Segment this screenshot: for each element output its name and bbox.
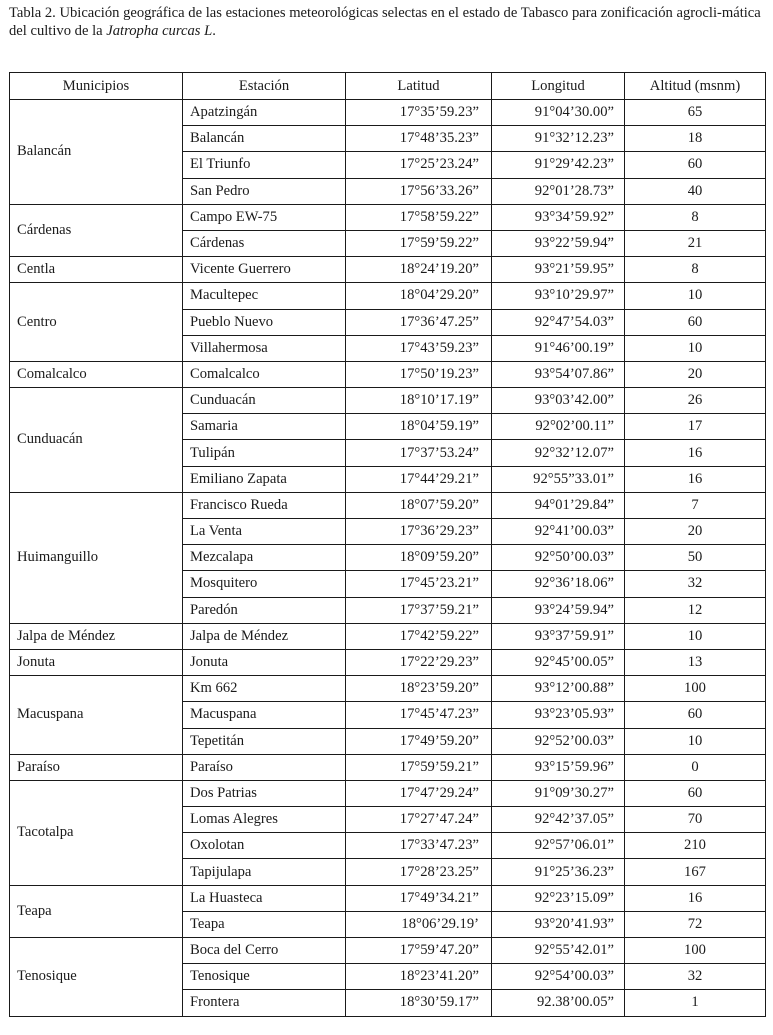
table-row [10,283,766,309]
cell-longitud: 92°42’37.05” [492,807,625,833]
cell-municipio: Centro [10,283,183,362]
cell-municipio: Huimanguillo [10,492,183,623]
cell-municipio: Comalcalco [10,361,183,387]
cell-longitud: 91°09’30.27” [492,780,625,806]
cell-latitud: 18°23’41.20” [346,964,492,990]
cell-estacion: Tulipán [183,440,346,466]
table-row [10,754,766,780]
cell-municipio: Teapa [10,885,183,937]
cell-municipio: Jalpa de Méndez [10,623,183,649]
cell-latitud: 17°59’47.20” [346,938,492,964]
cell-estacion: Lomas Alegres [183,807,346,833]
cell-altitud: 210 [625,833,766,859]
cell-municipio: Paraíso [10,754,183,780]
cell-altitud: 10 [625,623,766,649]
cell-estacion: Dos Patrias [183,780,346,806]
header-estacion: Estación [183,73,346,100]
table-row [10,204,766,230]
cell-altitud: 16 [625,440,766,466]
cell-longitud: 94°01’29.84” [492,492,625,518]
cell-altitud: 7 [625,492,766,518]
cell-longitud: 92°02’00.11” [492,414,625,440]
cell-longitud: 93°37’59.91” [492,623,625,649]
cell-latitud: 17°35’59.23” [346,100,492,126]
cell-altitud: 16 [625,885,766,911]
cell-altitud: 18 [625,126,766,152]
stations-table [9,72,766,1017]
cell-estacion: Mezcalapa [183,545,346,571]
cell-longitud: 91°32’12.23” [492,126,625,152]
header-altitud: Altitud (msnm) [625,73,766,100]
cell-longitud: 93°21’59.95” [492,257,625,283]
cell-estacion: Apatzingán [183,100,346,126]
cell-municipio: Jonuta [10,649,183,675]
table-row [10,257,766,283]
cell-estacion: Km 662 [183,676,346,702]
cell-latitud: 17°33’47.23” [346,833,492,859]
cell-municipio: Tenosique [10,938,183,1017]
cell-estacion: Balancán [183,126,346,152]
cell-latitud: 17°59’59.21” [346,754,492,780]
table-row [10,780,766,806]
cell-longitud: 92°23’15.09” [492,885,625,911]
cell-estacion: Jalpa de Méndez [183,623,346,649]
caption-species: Jatropha curcas L [106,23,213,39]
cell-estacion: Boca del Cerro [183,938,346,964]
cell-altitud: 10 [625,728,766,754]
table-caption [9,4,769,40]
cell-estacion: Paredón [183,597,346,623]
cell-latitud: 17°49’59.20” [346,728,492,754]
cell-latitud: 17°49’34.21” [346,885,492,911]
header-latitud: Latitud [346,73,492,100]
cell-longitud: 93°03’42.00” [492,388,625,414]
cell-altitud: 72 [625,911,766,937]
cell-latitud: 17°59’59.22” [346,230,492,256]
cell-estacion: Tapijulapa [183,859,346,885]
cell-longitud: 93°12’00.88” [492,676,625,702]
cell-latitud: 17°42’59.22” [346,623,492,649]
cell-estacion: Macultepec [183,283,346,309]
cell-altitud: 70 [625,807,766,833]
header-municipios: Municipios [10,73,183,100]
cell-altitud: 167 [625,859,766,885]
cell-municipio: Cunduacán [10,388,183,493]
cell-altitud: 50 [625,545,766,571]
cell-longitud: 92°52’00.03” [492,728,625,754]
cell-longitud: 92°45’00.05” [492,649,625,675]
cell-altitud: 20 [625,519,766,545]
cell-altitud: 60 [625,702,766,728]
table-row [10,388,766,414]
cell-longitud: 92°50’00.03” [492,545,625,571]
cell-estacion: Pueblo Nuevo [183,309,346,335]
cell-longitud: 91°29’42.23” [492,152,625,178]
cell-latitud: 17°22’29.23” [346,649,492,675]
table-row [10,676,766,702]
caption-suffix: . [212,23,216,39]
cell-latitud: 17°56’33.26” [346,178,492,204]
cell-longitud: 92°55’42.01” [492,938,625,964]
cell-longitud: 93°10’29.97” [492,283,625,309]
cell-municipio: Centla [10,257,183,283]
cell-latitud: 17°44’29.21” [346,466,492,492]
cell-latitud: 17°47’29.24” [346,780,492,806]
cell-estacion: Oxolotan [183,833,346,859]
cell-altitud: 40 [625,178,766,204]
cell-latitud: 18°06’29.19’ [346,911,492,937]
cell-longitud: 93°24’59.94” [492,597,625,623]
table-row [10,361,766,387]
cell-altitud: 10 [625,335,766,361]
cell-estacion: Francisco Rueda [183,492,346,518]
cell-longitud: 93°15’59.96” [492,754,625,780]
cell-longitud: 93°34’59.92” [492,204,625,230]
cell-latitud: 18°24’19.20” [346,257,492,283]
cell-latitud: 18°04’29.20” [346,283,492,309]
cell-altitud: 8 [625,257,766,283]
cell-municipio: Cárdenas [10,204,183,256]
cell-latitud: 18°30’59.17” [346,990,492,1016]
table-row [10,885,766,911]
cell-longitud: 92°41’00.03” [492,519,625,545]
cell-longitud: 93°20’41.93” [492,911,625,937]
cell-latitud: 18°09’59.20” [346,545,492,571]
cell-altitud: 0 [625,754,766,780]
cell-longitud: 93°23’05.93” [492,702,625,728]
cell-latitud: 17°37’59.21” [346,597,492,623]
cell-altitud: 32 [625,964,766,990]
cell-latitud: 18°10’17.19” [346,388,492,414]
table-row [10,649,766,675]
cell-altitud: 21 [625,230,766,256]
cell-latitud: 17°27’47.24” [346,807,492,833]
cell-latitud: 17°37’53.24” [346,440,492,466]
cell-estacion: Macuspana [183,702,346,728]
cell-longitud: 93°22’59.94” [492,230,625,256]
cell-altitud: 60 [625,152,766,178]
cell-longitud: 92°54’00.03” [492,964,625,990]
cell-longitud: 92.38’00.05” [492,990,625,1016]
cell-altitud: 32 [625,571,766,597]
cell-latitud: 18°07’59.20” [346,492,492,518]
cell-estacion: Jonuta [183,649,346,675]
cell-longitud: 91°46’00.19” [492,335,625,361]
cell-estacion: Cunduacán [183,388,346,414]
cell-altitud: 100 [625,938,766,964]
cell-altitud: 12 [625,597,766,623]
cell-altitud: 100 [625,676,766,702]
cell-longitud: 92°47’54.03” [492,309,625,335]
cell-municipio: Tacotalpa [10,780,183,885]
cell-estacion: Frontera [183,990,346,1016]
cell-estacion: Mosquitero [183,571,346,597]
cell-altitud: 13 [625,649,766,675]
cell-latitud: 17°58’59.22” [346,204,492,230]
header-row [10,73,766,100]
cell-altitud: 60 [625,780,766,806]
table-body [10,100,766,1017]
cell-estacion: La Huasteca [183,885,346,911]
cell-altitud: 1 [625,990,766,1016]
caption-text: Tabla 2. Ubicación geográfica de las estaciones meteorológicas selectas en el estado de Tabasco para zonificación agrocli-mática del cultivo de la [9,5,761,39]
cell-longitud: 93°54’07.86” [492,361,625,387]
cell-estacion: Villahermosa [183,335,346,361]
cell-estacion: Samaria [183,414,346,440]
header-longitud: Longitud [492,73,625,100]
cell-estacion: Emiliano Zapata [183,466,346,492]
cell-longitud: 92°55”33.01” [492,466,625,492]
cell-longitud: 92°36’18.06” [492,571,625,597]
cell-altitud: 26 [625,388,766,414]
cell-estacion: Campo EW-75 [183,204,346,230]
table-row [10,938,766,964]
cell-altitud: 60 [625,309,766,335]
cell-latitud: 17°36’47.25” [346,309,492,335]
cell-estacion: Tenosique [183,964,346,990]
cell-altitud: 16 [625,466,766,492]
cell-estacion: Paraíso [183,754,346,780]
cell-latitud: 17°36’29.23” [346,519,492,545]
cell-estacion: El Triunfo [183,152,346,178]
cell-altitud: 17 [625,414,766,440]
cell-latitud: 17°50’19.23” [346,361,492,387]
cell-estacion: Vicente Guerrero [183,257,346,283]
cell-estacion: Comalcalco [183,361,346,387]
cell-latitud: 17°43’59.23” [346,335,492,361]
cell-municipio: Macuspana [10,676,183,755]
cell-estacion: La Venta [183,519,346,545]
cell-latitud: 17°28’23.25” [346,859,492,885]
cell-longitud: 91°04’30.00” [492,100,625,126]
cell-estacion: San Pedro [183,178,346,204]
cell-latitud: 18°23’59.20” [346,676,492,702]
cell-altitud: 10 [625,283,766,309]
cell-altitud: 20 [625,361,766,387]
cell-longitud: 92°01’28.73” [492,178,625,204]
cell-altitud: 65 [625,100,766,126]
cell-latitud: 17°48’35.23” [346,126,492,152]
cell-longitud: 92°32’12.07” [492,440,625,466]
cell-estacion: Cárdenas [183,230,346,256]
cell-estacion: Teapa [183,911,346,937]
cell-longitud: 92°57’06.01” [492,833,625,859]
table-row [10,492,766,518]
cell-latitud: 18°04’59.19” [346,414,492,440]
cell-municipio: Balancán [10,100,183,205]
cell-latitud: 17°25’23.24” [346,152,492,178]
table-row [10,623,766,649]
cell-longitud: 91°25’36.23” [492,859,625,885]
cell-latitud: 17°45’23.21” [346,571,492,597]
table-row [10,100,766,126]
cell-latitud: 17°45’47.23” [346,702,492,728]
cell-altitud: 8 [625,204,766,230]
cell-estacion: Tepetitán [183,728,346,754]
